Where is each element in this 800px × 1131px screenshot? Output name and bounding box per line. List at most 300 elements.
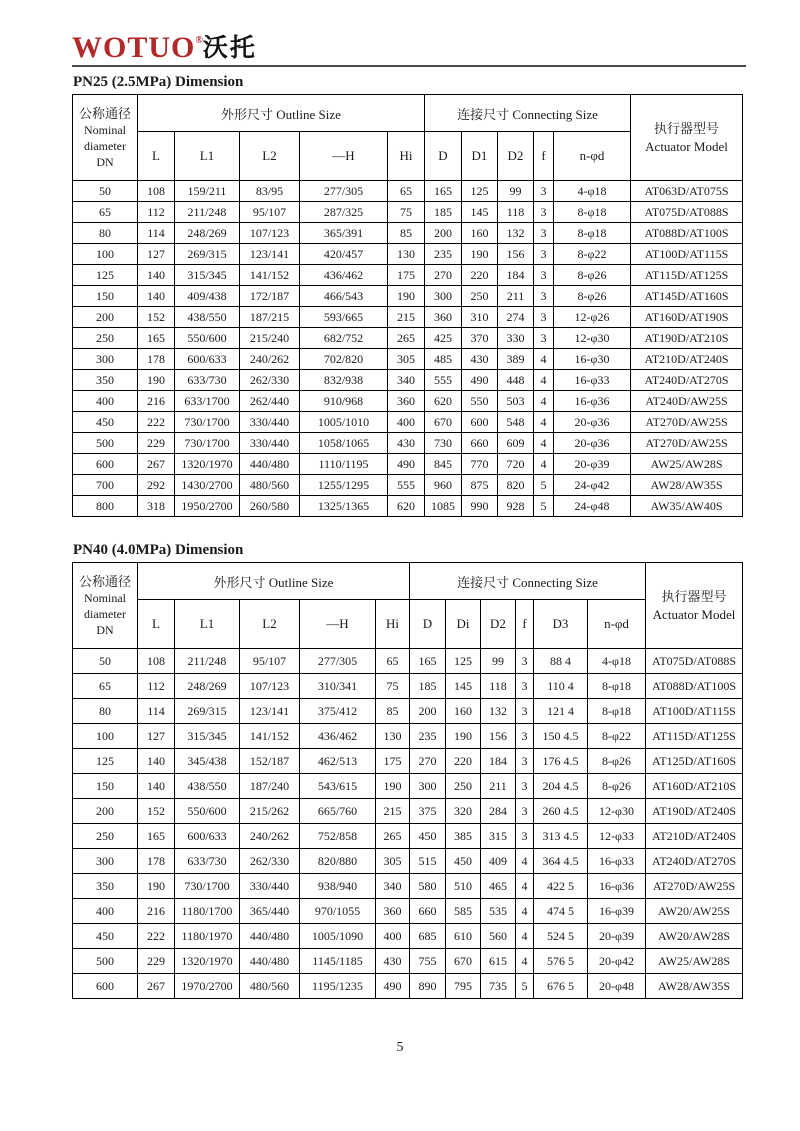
table-cell: 515 (410, 849, 446, 874)
table-cell: 152/187 (240, 749, 300, 774)
column-header-d1: D1 (462, 132, 498, 181)
table-cell: AT145D/AT160S (631, 286, 743, 307)
table-cell: 500 (73, 949, 138, 974)
table-cell: 600 (462, 412, 498, 433)
table-cell: 12-φ30 (588, 799, 646, 824)
table-cell: 269/315 (175, 699, 240, 724)
table-cell: 270 (410, 749, 446, 774)
table-cell: 80 (73, 223, 138, 244)
table-cell: 660 (462, 433, 498, 454)
table-cell: 600/633 (175, 349, 240, 370)
table-row (73, 391, 743, 412)
column-header-l2: L2 (240, 600, 300, 649)
table-cell: 12-φ33 (588, 824, 646, 849)
column-header-dn: 公称通径 Nominal diameter DN (73, 95, 138, 181)
table-cell: 88 4 (534, 649, 588, 674)
table-cell: 262/330 (240, 849, 300, 874)
table-cell: AT210D/AT240S (646, 824, 743, 849)
table-cell: 184 (481, 749, 516, 774)
table-cell: 466/543 (300, 286, 388, 307)
table-cell: 1085 (425, 496, 462, 517)
table-cell: AT240D/AT270S (631, 370, 743, 391)
column-header-d: D (410, 600, 446, 649)
table-cell: 375 (410, 799, 446, 824)
column-header-d2: D2 (481, 600, 516, 649)
table-cell: 820/880 (300, 849, 376, 874)
table-cell: AT115D/AT125S (631, 265, 743, 286)
table-cell: 3 (534, 202, 554, 223)
table-cell: 185 (425, 202, 462, 223)
table-cell: 3 (534, 328, 554, 349)
table-cell: AT125D/AT160S (646, 749, 743, 774)
table-cell: 125 (446, 649, 481, 674)
table-cell: 165 (425, 181, 462, 202)
table-cell: 300 (410, 774, 446, 799)
table-cell: 145 (462, 202, 498, 223)
table-cell: 20-φ39 (554, 454, 631, 475)
table-cell: 409/438 (175, 286, 240, 307)
table-cell: AT075D/AT088S (631, 202, 743, 223)
table-cell: 156 (498, 244, 534, 265)
table-cell: 123/141 (240, 699, 300, 724)
table-cell: 16-φ30 (554, 349, 631, 370)
table-cell: 3 (516, 649, 534, 674)
table-cell: 430 (462, 349, 498, 370)
table-cell: 156 (481, 724, 516, 749)
column-header-l1: L1 (175, 600, 240, 649)
table-cell: 448 (498, 370, 534, 391)
table-cell: 190 (446, 724, 481, 749)
table-cell: 890 (410, 974, 446, 999)
table-row (73, 496, 743, 517)
table-cell: 550/600 (175, 799, 240, 824)
table-cell: 274 (498, 307, 534, 328)
table-cell: AT075D/AT088S (646, 649, 743, 674)
table-row (73, 774, 743, 799)
table-cell: 665/760 (300, 799, 376, 824)
table-cell: 262/330 (240, 370, 300, 391)
table-cell: 8-φ18 (554, 223, 631, 244)
table-cell: 610 (446, 924, 481, 949)
table-cell: 1180/1700 (175, 899, 240, 924)
table-cell: 284 (481, 799, 516, 824)
column-header-actuator-model: 执行器型号 Actuator Model (631, 95, 743, 181)
table-cell: 4 (516, 949, 534, 974)
table-cell: AW25/AW28S (646, 949, 743, 974)
table-cell: 5 (534, 496, 554, 517)
table-cell: 150 (73, 774, 138, 799)
table-cell: 1145/1185 (300, 949, 376, 974)
table-cell: 24-φ42 (554, 475, 631, 496)
table-cell: 160 (462, 223, 498, 244)
table-cell: 20-φ42 (588, 949, 646, 974)
table-cell: 140 (138, 286, 175, 307)
table-cell: 938/940 (300, 874, 376, 899)
table-cell: 267 (138, 454, 175, 475)
table-cell: 593/665 (300, 307, 388, 328)
table-row (73, 874, 743, 899)
table-cell: 720 (498, 454, 534, 475)
page-number: 5 (396, 1040, 404, 1055)
table-cell: 125 (462, 181, 498, 202)
table-row (73, 699, 743, 724)
table-cell: 490 (388, 454, 425, 475)
table-row (73, 202, 743, 223)
table-cell: 310/341 (300, 674, 376, 699)
table-cell: 65 (73, 202, 138, 223)
table-cell: 330/440 (240, 874, 300, 899)
table-cell: 75 (388, 202, 425, 223)
table-cell: 560 (481, 924, 516, 949)
table-cell: 175 (388, 265, 425, 286)
table-row (73, 349, 743, 370)
table-cell: 490 (462, 370, 498, 391)
table-cell: 215/240 (240, 328, 300, 349)
table-cell: 99 (498, 181, 534, 202)
table-cell: AT210D/AT240S (631, 349, 743, 370)
table-cell: 8-φ26 (588, 774, 646, 799)
table-cell: AT190D/AT240S (646, 799, 743, 824)
table-cell: 83/95 (240, 181, 300, 202)
table-cell: 1255/1295 (300, 475, 388, 496)
table-cell: 633/730 (175, 370, 240, 391)
table-cell: 910/968 (300, 391, 388, 412)
table-cell: 118 (498, 202, 534, 223)
table-cell: 16-φ36 (554, 391, 631, 412)
table-cell: 385 (446, 824, 481, 849)
table-cell: 8-φ18 (588, 699, 646, 724)
table-cell: 150 (73, 286, 138, 307)
brand-wordmark: WOTUO (72, 31, 196, 64)
table-cell: 700 (73, 475, 138, 496)
table-cell: 4 (534, 349, 554, 370)
table-cell: 112 (138, 674, 175, 699)
table-cell: 320 (446, 799, 481, 824)
table-cell: 99 (481, 649, 516, 674)
group-header-connecting-size: 连接尺寸 Connecting Size (410, 563, 646, 600)
table-cell: 702/820 (300, 349, 388, 370)
table-cell: 220 (462, 265, 498, 286)
table-cell: 315/345 (175, 724, 240, 749)
table-row (73, 286, 743, 307)
table-cell: 5 (534, 475, 554, 496)
table-cell: 220 (446, 749, 481, 774)
table-cell: 8-φ18 (588, 674, 646, 699)
table-row (73, 724, 743, 749)
table2-title: PN40 (4.0MPa) Dimension (73, 542, 244, 558)
table-cell: 970/1055 (300, 899, 376, 924)
table-cell: 75 (376, 674, 410, 699)
table-cell: 65 (388, 181, 425, 202)
table-cell: 670 (446, 949, 481, 974)
table-cell: 928 (498, 496, 534, 517)
table-cell: AT240D/AW25S (631, 391, 743, 412)
table-row (73, 649, 743, 674)
table-cell: 682/752 (300, 328, 388, 349)
table-cell: 350 (73, 370, 138, 391)
table-cell: 190 (376, 774, 410, 799)
table-cell: 277/305 (300, 649, 376, 674)
table-cell: 4 (534, 391, 554, 412)
column-header-d2: D2 (498, 132, 534, 181)
table-cell: 305 (388, 349, 425, 370)
table-cell: 190 (138, 874, 175, 899)
table-cell: 3 (516, 749, 534, 774)
table-cell: AT270D/AW25S (646, 874, 743, 899)
table-cell: 159/211 (175, 181, 240, 202)
table-cell: 305 (376, 849, 410, 874)
table-cell: 365/440 (240, 899, 300, 924)
table-cell: 152 (138, 307, 175, 328)
table-cell: 430 (388, 433, 425, 454)
table-cell: 265 (388, 328, 425, 349)
table-cell: AT088D/AT100S (631, 223, 743, 244)
table-cell: 140 (138, 774, 175, 799)
table-cell: 440/480 (240, 454, 300, 475)
table-cell: 262/440 (240, 391, 300, 412)
table-row (73, 244, 743, 265)
table-cell: 730 (425, 433, 462, 454)
table-cell: 485 (425, 349, 462, 370)
table-cell: 360 (388, 391, 425, 412)
brand-chinese: 沃托 (202, 34, 257, 62)
table-cell: 165 (138, 328, 175, 349)
table-cell: 8-φ18 (554, 202, 631, 223)
table-cell: 24-φ48 (554, 496, 631, 517)
table-row (73, 223, 743, 244)
table-cell: 300 (73, 349, 138, 370)
table-cell: 141/152 (240, 724, 300, 749)
table-cell: 370 (462, 328, 498, 349)
table-cell: 1320/1970 (175, 454, 240, 475)
table-cell: 450 (446, 849, 481, 874)
table-cell: 350 (73, 874, 138, 899)
table-cell: 676 5 (534, 974, 588, 999)
table-cell: 795 (446, 974, 481, 999)
table-cell: 216 (138, 899, 175, 924)
column-header-f: f (534, 132, 554, 181)
table-cell: 141/152 (240, 265, 300, 286)
group-header-connecting-size: 连接尺寸 Connecting Size (425, 95, 631, 132)
table-cell: 436/462 (300, 724, 376, 749)
table-cell: 80 (73, 699, 138, 724)
table-cell: 130 (376, 724, 410, 749)
table-cell: 436/462 (300, 265, 388, 286)
table-cell: 832/938 (300, 370, 388, 391)
table-cell: 8-φ22 (554, 244, 631, 265)
table-cell: AT088D/AT100S (646, 674, 743, 699)
table-cell: 360 (376, 899, 410, 924)
table-cell: 3 (516, 774, 534, 799)
table-cell: 800 (73, 496, 138, 517)
table-cell: 3 (516, 699, 534, 724)
table-cell: 420/457 (300, 244, 388, 265)
table-cell: 670 (425, 412, 462, 433)
table-cell: 190 (138, 370, 175, 391)
table-cell: AT100D/AT115S (646, 699, 743, 724)
registered-trademark-icon: ® (195, 35, 203, 46)
table-cell: 211/248 (175, 649, 240, 674)
table-cell: 175 (376, 749, 410, 774)
column-header-d3: D3 (534, 600, 588, 649)
table-row (73, 824, 743, 849)
table-cell: 820 (498, 475, 534, 496)
table-cell: 211/248 (175, 202, 240, 223)
table-cell: 65 (376, 649, 410, 674)
table-cell: 3 (534, 286, 554, 307)
column-header-l: L (138, 132, 175, 181)
table-cell: 364 4.5 (534, 849, 588, 874)
table-cell: 200 (425, 223, 462, 244)
table-cell: 310 (462, 307, 498, 328)
table-cell: 345/438 (175, 749, 240, 774)
table-cell: 123/141 (240, 244, 300, 265)
table-cell: AW25/AW28S (631, 454, 743, 475)
table-cell: 190 (388, 286, 425, 307)
table-cell: 585 (446, 899, 481, 924)
table-cell: 125 (73, 749, 138, 774)
table-cell: 400 (73, 899, 138, 924)
column-header-actuator-model: 执行器型号 Actuator Model (646, 563, 743, 649)
table-cell: 524 5 (534, 924, 588, 949)
table-cell: 438/550 (175, 307, 240, 328)
table-cell: 277/305 (300, 181, 388, 202)
table-cell: 222 (138, 924, 175, 949)
table-cell: 229 (138, 949, 175, 974)
table-cell: 95/107 (240, 202, 300, 223)
table-cell: 200 (73, 307, 138, 328)
table-cell: 400 (376, 924, 410, 949)
table-cell: 990 (462, 496, 498, 517)
table-cell: 184 (498, 265, 534, 286)
table-cell: 267 (138, 974, 175, 999)
table-cell: 4 (534, 454, 554, 475)
table-row (73, 849, 743, 874)
column-header-h: —H (300, 132, 388, 181)
table-cell: AW20/AW28S (646, 924, 743, 949)
table-cell: 114 (138, 699, 175, 724)
table-cell: 960 (425, 475, 462, 496)
table-cell: 752/858 (300, 824, 376, 849)
table-cell: 770 (462, 454, 498, 475)
table-row (73, 749, 743, 774)
table-cell: 145 (446, 674, 481, 699)
table-cell: 3 (516, 799, 534, 824)
table-cell: 4 (516, 874, 534, 899)
table-cell: AT270D/AW25S (631, 433, 743, 454)
table-cell: 8-φ26 (554, 265, 631, 286)
table-cell: 5 (516, 974, 534, 999)
table-cell: AT190D/AT210S (631, 328, 743, 349)
table-cell: 121 4 (534, 699, 588, 724)
table-cell: 465 (481, 874, 516, 899)
table-cell: 4 (516, 924, 534, 949)
table-cell: 730/1700 (175, 433, 240, 454)
table-cell: 450 (410, 824, 446, 849)
table-cell: 550/600 (175, 328, 240, 349)
table-cell: 187/240 (240, 774, 300, 799)
table-cell: 620 (388, 496, 425, 517)
table-cell: 474 5 (534, 899, 588, 924)
table-cell: 735 (481, 974, 516, 999)
table-cell: 480/560 (240, 974, 300, 999)
table-cell: 633/1700 (175, 391, 240, 412)
table-cell: 375/412 (300, 699, 376, 724)
table-cell: 132 (498, 223, 534, 244)
table-cell: 100 (73, 724, 138, 749)
table-cell: 200 (73, 799, 138, 824)
table-cell: 100 (73, 244, 138, 265)
table-cell: 845 (425, 454, 462, 475)
table-cell: 85 (376, 699, 410, 724)
table-cell: AT160D/AT190S (631, 307, 743, 328)
pn40-dimension-table (72, 562, 743, 999)
table-cell: 292 (138, 475, 175, 496)
table-cell: 108 (138, 649, 175, 674)
table-cell: 1950/2700 (175, 496, 240, 517)
table-cell: 20-φ48 (588, 974, 646, 999)
table-cell: 160 (446, 699, 481, 724)
table-cell: 480/560 (240, 475, 300, 496)
column-header-d: D (425, 132, 462, 181)
table-cell: 4-φ18 (554, 181, 631, 202)
table-cell: 500 (73, 433, 138, 454)
table-cell: 152 (138, 799, 175, 824)
table-cell: 178 (138, 349, 175, 370)
table-cell: 1110/1195 (300, 454, 388, 475)
table-cell: 555 (425, 370, 462, 391)
table-cell: 425 (425, 328, 462, 349)
table-cell: 1005/1090 (300, 924, 376, 949)
table-cell: 250 (462, 286, 498, 307)
table-cell: 1058/1065 (300, 433, 388, 454)
table-cell: AT240D/AT270S (646, 849, 743, 874)
table-cell: 265 (376, 824, 410, 849)
table-cell: 318 (138, 496, 175, 517)
table-cell: 150 4.5 (534, 724, 588, 749)
column-header-hi: Hi (388, 132, 425, 181)
group-header-outline-size: 外形尺寸 Outline Size (138, 95, 425, 132)
table-cell: 1430/2700 (175, 475, 240, 496)
table-row (73, 475, 743, 496)
table-cell: 340 (388, 370, 425, 391)
table-cell: 450 (73, 924, 138, 949)
table-cell: 3 (534, 223, 554, 244)
table-cell: 95/107 (240, 649, 300, 674)
table-cell: 450 (73, 412, 138, 433)
table-cell: 3 (534, 244, 554, 265)
table-cell: 313 4.5 (534, 824, 588, 849)
column-header-nd: n-φd (554, 132, 631, 181)
column-header-l1: L1 (175, 132, 240, 181)
table-row (73, 899, 743, 924)
table-cell: 215 (376, 799, 410, 824)
table-cell: 12-φ26 (554, 307, 631, 328)
table-cell: 620 (425, 391, 462, 412)
table-cell: 125 (73, 265, 138, 286)
table-cell: 633/730 (175, 849, 240, 874)
table-cell: 204 4.5 (534, 774, 588, 799)
table-cell: 4 (534, 412, 554, 433)
table-row (73, 674, 743, 699)
table-cell: 535 (481, 899, 516, 924)
table-cell: 287/325 (300, 202, 388, 223)
table-cell: 430 (376, 949, 410, 974)
table-cell: 580 (410, 874, 446, 899)
table-cell: 235 (410, 724, 446, 749)
page-content (72, 26, 746, 999)
table-cell: 235 (425, 244, 462, 265)
